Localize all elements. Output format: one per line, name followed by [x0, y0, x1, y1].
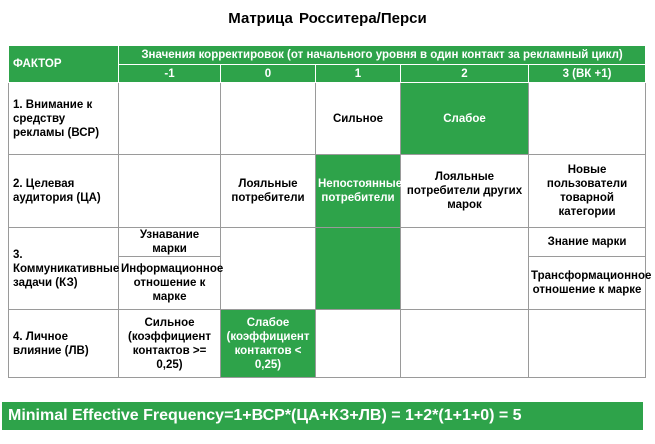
- cell-ca-1: Непостоянные потребители: [316, 155, 401, 228]
- cell-vsr-0: [221, 83, 316, 155]
- cell-ca-minus1: [119, 155, 221, 228]
- cell-lv-0: Слабое (коэффициент контактов < 0,25): [221, 310, 316, 378]
- formula-banner: Minimal Effective Frequency=1+ВСР*(ЦА+КЗ+ЛВ) = 1+2*(1+1+0) = 5: [2, 402, 643, 430]
- cell-vsr-minus1: [119, 83, 221, 155]
- cell-ca-2: Лояльные потребители других марок: [401, 155, 529, 228]
- rossiter-percy-matrix: [8, 45, 652, 378]
- cell-vsr-2: Слабое: [401, 83, 529, 155]
- factor-header: ФАКТОР: [9, 46, 119, 83]
- factor-vsr: 1. Внимание к средству рекламы (ВСР): [9, 83, 119, 155]
- factor-kz: 3. Коммуникативные задачи (КЗ): [9, 228, 119, 310]
- cell-vsr-1: Сильное: [316, 83, 401, 155]
- table-row-vsr: [9, 83, 646, 155]
- cell-kz-3-top: Знание марки: [529, 228, 646, 257]
- factor-lv: 4. Личное влияние (ЛВ): [9, 310, 119, 378]
- table-row-kz: [9, 228, 646, 257]
- column-header-2: 2: [401, 65, 529, 83]
- cell-ca-3: Новые пользователи товарной категории: [529, 155, 646, 228]
- cell-lv-minus1: Сильное (коэффициент контактов >= 0,25): [119, 310, 221, 378]
- table-row-lv: [9, 310, 646, 378]
- cell-vsr-3: [529, 83, 646, 155]
- cell-lv-3: [529, 310, 646, 378]
- cell-kz-0: [221, 228, 316, 310]
- column-header-1: 1: [316, 65, 401, 83]
- cell-lv-2: [401, 310, 529, 378]
- column-header-3: 3 (ВК +1): [529, 65, 646, 83]
- page-title: Матрица Росситера/Перси: [228, 10, 427, 27]
- table-row-ca: [9, 155, 646, 228]
- column-header-minus1: -1: [119, 65, 221, 83]
- cell-kz-minus1-bottom: Информационное отношение к марке: [119, 257, 221, 310]
- cell-kz-1: [316, 228, 401, 310]
- cell-kz-2: [401, 228, 529, 310]
- values-header: Значения корректировок (от начального уровня в один контакт за рекламный цикл): [119, 46, 646, 65]
- cell-kz-3-bottom: Трансформационное отношение к марке: [529, 257, 646, 310]
- cell-ca-0: Лояльные потребители: [221, 155, 316, 228]
- factor-ca: 2. Целевая аудитория (ЦА): [9, 155, 119, 228]
- cell-lv-1: [316, 310, 401, 378]
- column-header-0: 0: [221, 65, 316, 83]
- cell-kz-minus1-top: Узнавание марки: [119, 228, 221, 257]
